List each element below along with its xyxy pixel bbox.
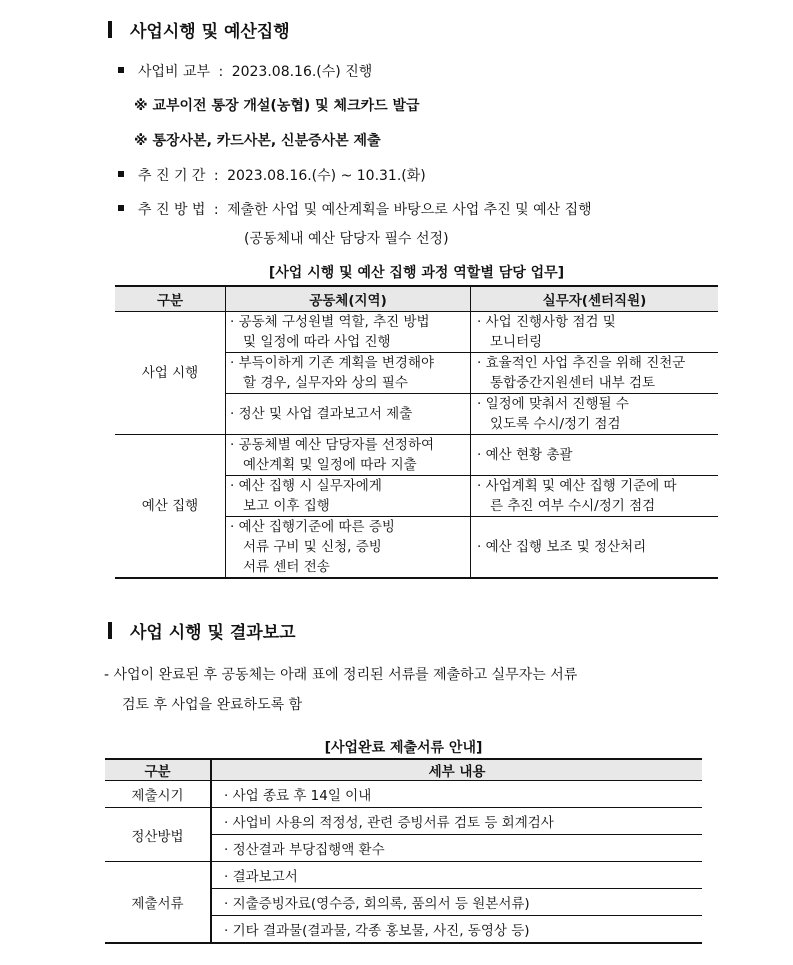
community-cell bbox=[226, 353, 471, 394]
table-row bbox=[105, 781, 702, 808]
staff-cell bbox=[471, 517, 719, 579]
group-cell: 제출서류 bbox=[105, 862, 211, 944]
community-cell bbox=[226, 394, 471, 435]
table-row bbox=[105, 808, 702, 835]
staff-cell bbox=[471, 435, 719, 476]
cell-text: 예산계획 및 일정에 따라 지출 bbox=[243, 457, 417, 473]
square-bullet-icon bbox=[118, 67, 124, 73]
table-row bbox=[115, 312, 718, 353]
staff-cell bbox=[471, 312, 719, 353]
table-header-cell: 세부 내용 bbox=[211, 759, 702, 781]
section2-heading bbox=[108, 618, 296, 643]
detail-cell: · 결과보고서 bbox=[211, 862, 702, 889]
cell-text: · 예산 집행 시 실무자에게 bbox=[230, 478, 382, 494]
staff-cell bbox=[471, 394, 719, 435]
group-cell: 정산방법 bbox=[105, 808, 211, 862]
community-cell bbox=[226, 517, 471, 579]
item-method-note: (공동체내 예산 담당자 필수 선정) bbox=[244, 231, 449, 247]
cell-text: · 공동체 구성원별 역할, 추진 방법 bbox=[230, 314, 430, 330]
community-cell bbox=[226, 476, 471, 517]
table-row bbox=[105, 862, 702, 889]
square-bullet-icon bbox=[118, 205, 124, 211]
cell-text: 있도록 수시/정기 점검 bbox=[490, 416, 621, 432]
staff-cell bbox=[471, 476, 719, 517]
cell-text: · 공동체별 예산 담당자를 선정하여 bbox=[230, 437, 435, 453]
note-copies: ※ 통장사본, 카드사본, 신분증사본 제출 bbox=[134, 133, 381, 149]
cell-text: 서류 구비 및 신청, 증빙 bbox=[243, 539, 382, 555]
item-method: 추 진 방 법 : 제출한 사업 및 예산계획을 바탕으로 사업 추진 및 예산 집행 bbox=[118, 199, 592, 219]
community-cell bbox=[226, 312, 471, 353]
documents-table bbox=[105, 758, 702, 944]
table-header-cell: 구분 bbox=[115, 286, 226, 312]
cell-text: · 예산 집행 보조 및 정산처리 bbox=[477, 539, 647, 555]
detail-cell: · 사업비 사용의 적정성, 관련 증빙서류 검토 등 회계검사 bbox=[211, 808, 702, 835]
detail-cell: · 지출증빙자료(영수증, 회의록, 품의서 등 원본서류) bbox=[211, 889, 702, 916]
table1-caption: [사업 시행 및 예산 집행 과정 역할별 담당 업무] bbox=[268, 265, 565, 281]
detail-cell: · 기타 결과물(결과물, 각종 홍보물, 사진, 동영상 등) bbox=[211, 916, 702, 944]
table-header-row bbox=[105, 759, 702, 781]
group-cell: 예산 집행 bbox=[115, 435, 226, 579]
table2-caption: [사업완료 제출서류 안내] bbox=[324, 740, 483, 756]
cell-text: 통합중간지원센터 내부 검토 bbox=[490, 375, 656, 391]
cell-text: · 예산 집행기준에 따른 증빙 bbox=[230, 519, 395, 535]
cell-text: · 예산 현황 총괄 bbox=[477, 447, 573, 463]
community-cell bbox=[226, 435, 471, 476]
section2-desc-line2: 검토 후 사업을 완료하도록 함 bbox=[122, 697, 303, 713]
cell-text: · 일정에 맞춰서 진행될 수 bbox=[477, 396, 629, 412]
section2-desc-line1: - 사업이 완료된 후 공동체는 아래 표에 정리된 서류를 제출하고 실무자는 서류 bbox=[104, 667, 578, 683]
cell-text: 모니터링 bbox=[490, 334, 543, 350]
cell-text: 서류 센터 전송 bbox=[243, 559, 330, 575]
section-bar-icon bbox=[108, 21, 112, 38]
cell-text: 할 경우, 실무자와 상의 필수 bbox=[243, 375, 408, 391]
cell-text: · 사업 진행사항 점검 및 bbox=[477, 314, 616, 330]
table-header-cell: 공동체(지역) bbox=[226, 286, 471, 312]
cell-text: · 정산 및 사업 결과보고서 제출 bbox=[230, 406, 413, 422]
section-bar-icon bbox=[108, 622, 112, 639]
cell-text: · 효율적인 사업 추진을 위해 진천군 bbox=[477, 355, 686, 371]
group-cell: 제출시기 bbox=[105, 781, 211, 808]
table-header-row bbox=[115, 286, 718, 312]
cell-text: 른 추진 여부 수시/정기 점검 bbox=[490, 498, 656, 514]
detail-cell: · 정산결과 부당집행액 환수 bbox=[211, 835, 702, 862]
group-cell: 사업 시행 bbox=[115, 312, 226, 435]
table-header-cell: 실무자(센터직원) bbox=[471, 286, 719, 312]
item-budget-grant: 사업비 교부 : 2023.08.16.(수) 진행 bbox=[118, 61, 372, 81]
section1-title: 사업시행 및 예산집행 bbox=[130, 22, 290, 42]
section2-title: 사업 시행 및 결과보고 bbox=[130, 623, 296, 643]
detail-cell: · 사업 종료 후 14일 이내 bbox=[211, 781, 702, 808]
cell-text: 및 일정에 따라 사업 진행 bbox=[243, 334, 391, 350]
table-row bbox=[115, 435, 718, 476]
cell-text: · 부득이하게 기존 계획을 변경해야 bbox=[230, 355, 435, 371]
cell-text: 보고 이후 집행 bbox=[243, 498, 330, 514]
cell-text: · 사업계획 및 예산 집행 기준에 따 bbox=[477, 478, 677, 494]
staff-cell bbox=[471, 353, 719, 394]
role-table bbox=[115, 285, 718, 579]
table-header-cell: 구분 bbox=[105, 759, 211, 781]
item-period: 추 진 기 간 : 2023.08.16.(수) ~ 10.31.(화) bbox=[118, 165, 426, 185]
square-bullet-icon bbox=[118, 171, 124, 177]
note-account: ※ 교부이전 통장 개설(농협) 및 체크카드 발급 bbox=[134, 98, 420, 114]
section1-heading bbox=[108, 17, 290, 42]
